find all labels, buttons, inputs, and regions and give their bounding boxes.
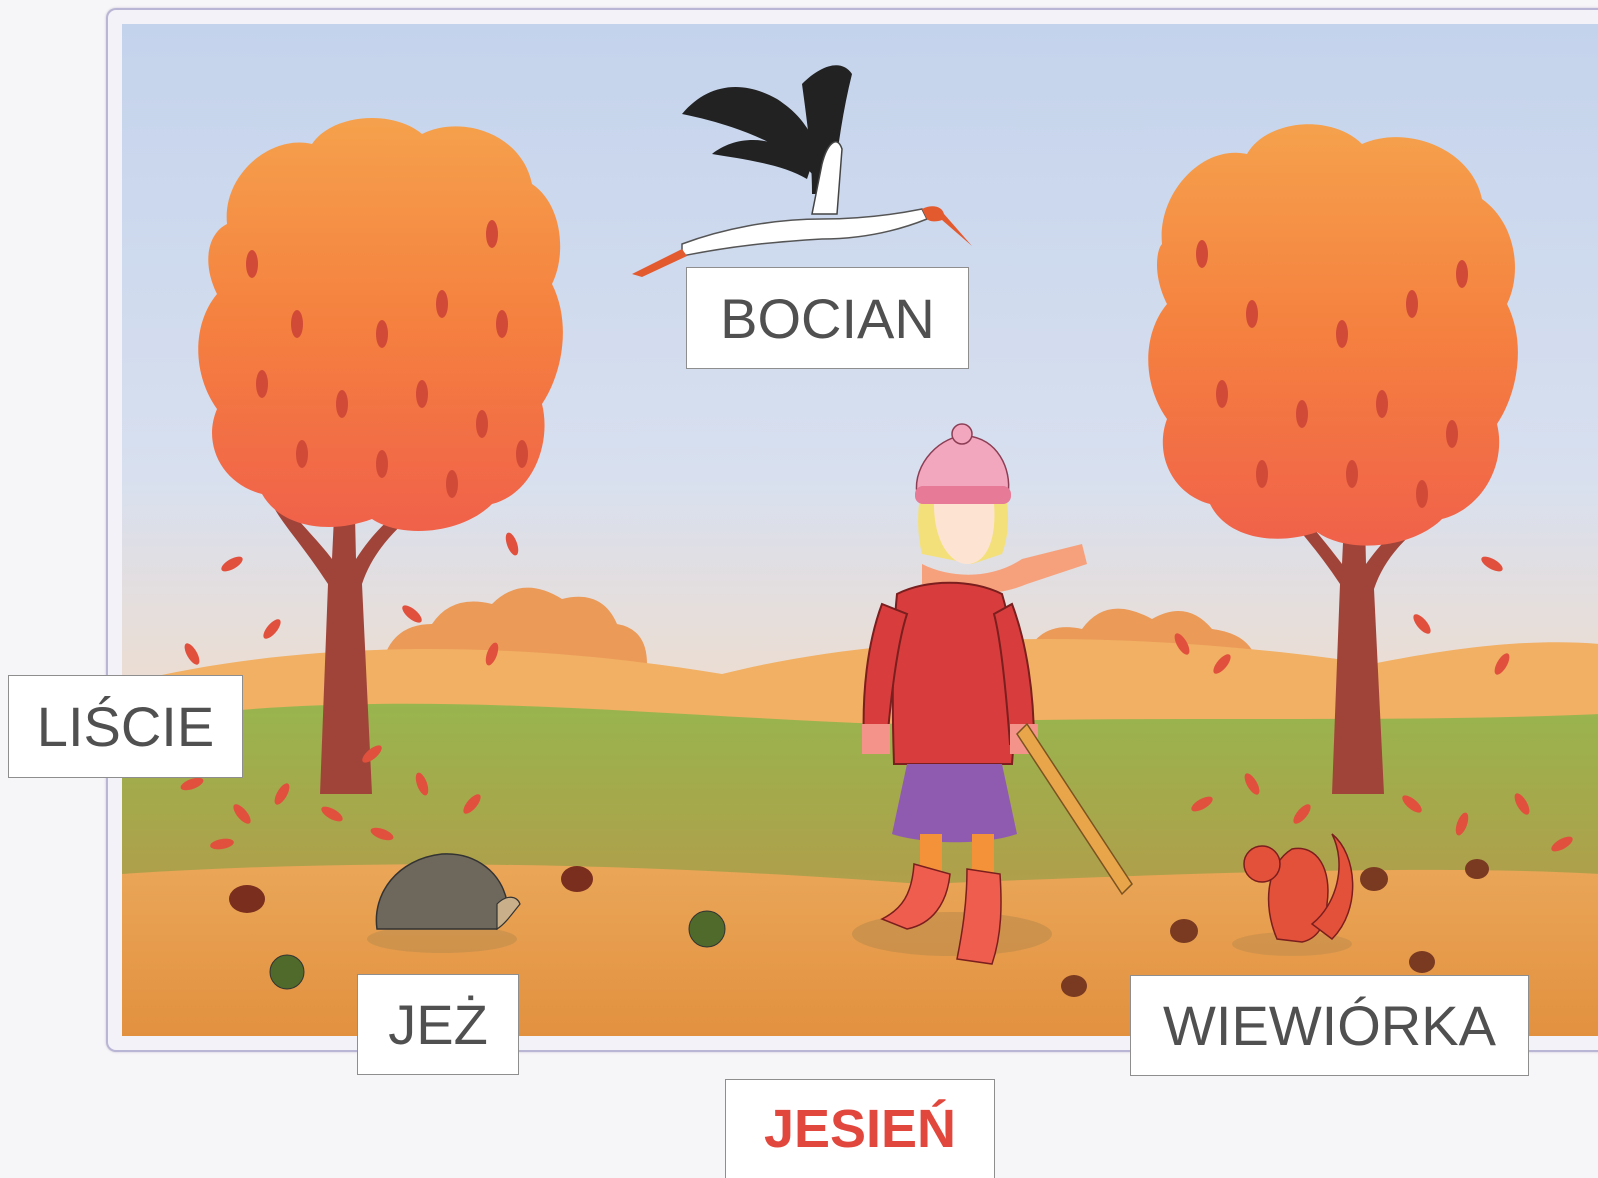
autumn-illustration xyxy=(122,24,1598,1036)
label-liscie: LIŚCIE xyxy=(8,675,243,778)
label-jez: JEŻ xyxy=(357,974,519,1075)
label-wiewiorka: WIEWIÓRKA xyxy=(1130,975,1529,1076)
label-bocian: BOCIAN xyxy=(686,267,969,369)
autumn-scene-frame xyxy=(106,8,1598,1052)
autumn-scene xyxy=(122,24,1598,1036)
label-jesien-title: JESIEŃ xyxy=(725,1079,995,1178)
